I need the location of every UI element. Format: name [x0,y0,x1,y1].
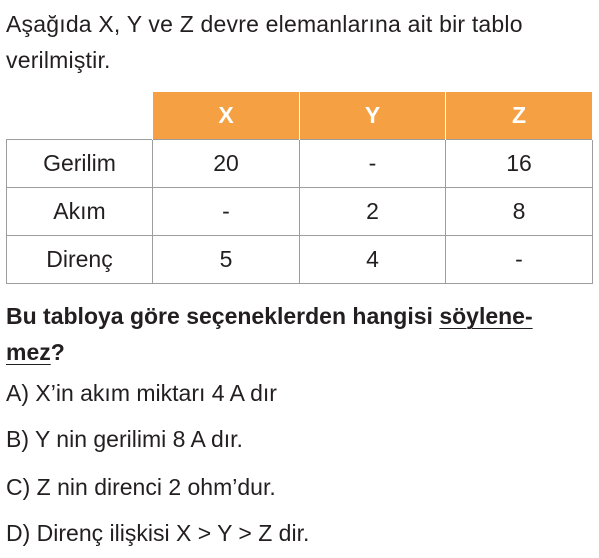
header-x: X [153,92,300,140]
row-label-gerilim: Gerilim [7,140,153,188]
row-label-akim: Akım [7,188,153,236]
table-cell: 8 [446,188,593,236]
intro-text [6,6,596,78]
option-letter: B) [6,426,29,452]
option-text: X’in akım miktarı 4 A dır [35,380,277,406]
header-z: Z [446,92,593,140]
table-row [7,140,593,188]
row-label-direnc: Direnç [7,236,153,284]
table-cell: - [300,140,446,188]
option-d[interactable] [6,518,309,548]
table-row [7,236,593,284]
table-row [7,188,593,236]
question-text [6,298,598,370]
table-cell: 4 [300,236,446,284]
table-cell: 20 [153,140,300,188]
table-corner-cell [7,92,153,140]
option-letter: A) [6,380,29,406]
intro-line-2: verilmiştir. [6,47,111,73]
table-cell: 2 [300,188,446,236]
question-mark: ? [50,339,65,365]
option-letter: D) [6,520,31,546]
header-y: Y [300,92,446,140]
option-text: Z nin direnci 2 ohm’dur. [36,474,276,500]
table-cell: 5 [153,236,300,284]
option-b[interactable] [6,424,243,454]
option-text: Direnç ilişkisi X > Y > Z dir. [36,520,310,546]
table-cell: - [446,236,593,284]
option-c[interactable] [6,472,276,502]
table-header-row [7,92,593,140]
question-emphasis-part2: mez [6,339,51,365]
option-text: Y nin gerilimi 8 A dır. [34,426,243,452]
question-stem: Bu tabloya göre seçeneklerden hangisi [6,303,440,329]
option-a[interactable] [6,378,277,408]
table-cell: - [153,188,300,236]
data-table [6,92,593,284]
table-cell: 16 [446,140,593,188]
intro-line-1: Aşağıda X, Y ve Z devre elemanlarına ait bir tablo [6,11,523,37]
question-emphasis-part1: söylene- [439,303,533,329]
option-letter: C) [6,474,31,500]
